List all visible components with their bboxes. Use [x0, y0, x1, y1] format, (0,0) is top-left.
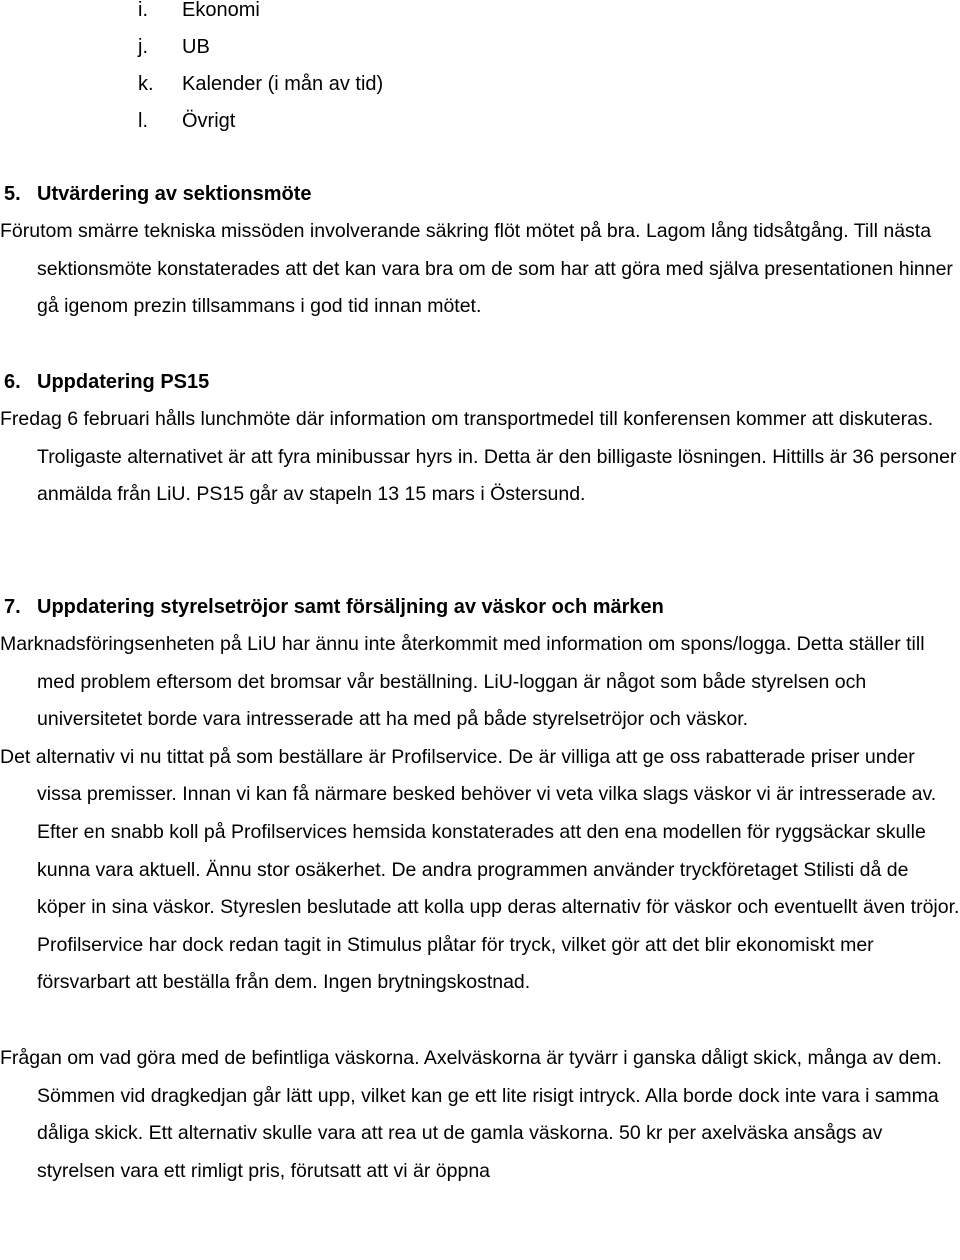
section-number: 7.: [4, 596, 21, 618]
list-marker: i.: [138, 0, 148, 21]
section-title: Uppdatering styrelsetröjor samt försäljning av väskor och märken: [37, 596, 664, 618]
section-6: [0, 364, 960, 514]
list-item-text: UB: [182, 36, 210, 58]
list-marker: l.: [138, 110, 148, 132]
section-title: Uppdatering PS15: [37, 371, 210, 393]
paragraph: Marknadsföringsenheten på LiU har ännu inte återkommit med information om spons/logga. Detta ställer till med problem eftersom det bromsar vår beställning. LiU-loggan är något som både styrelsen och universitetet borde vara intresserade att ha med på både styrelsetröjor och väskor.: [0, 633, 925, 731]
list-marker: j.: [138, 36, 148, 58]
section-number: 5.: [4, 183, 21, 205]
paragraph: Fredag 6 februari hålls lunchmöte där information om transportmedel till konferensen kommer att diskuteras. Troligaste alternativet är att fyra minibussar hyrs in. Detta är den billigaste lösningen. Hittills är 36 personer anmälda från LiU. PS15 går av stapeln 13 15 mars i Östersund.: [0, 408, 957, 506]
paragraph: Förutom smärre tekniska missöden involverande säkring flöt mötet på bra. Lagom lång tidsåtgång. Till nästa sektionsmöte konstaterades att det kan vara bra om de som har att göra med själva presentationen hinner gå igenom prezin tillsammans i god tid innan mötet.: [0, 220, 953, 318]
list-item-text: Ekonomi: [182, 0, 260, 21]
section-title: Utvärdering av sektionsmöte: [37, 183, 312, 205]
section-7: [0, 589, 960, 1190]
paragraph: Frågan om vad göra med de befintliga väskorna. Axelväskorna är tyvärr i ganska dåligt skick, många av dem. Sömmen vid dragkedjan går lätt upp, vilket kan ge ett lite risigt intryck. Alla borde dock inte vara i samma dåliga skick. Ett alternativ skulle vara att rea ut de gamla väskorna. 50 kr per axelväska ansågs av styrelsen vara ett rimligt pris, förutsatt att vi är öppna: [0, 1046, 942, 1182]
paragraph: Det alternativ vi nu tittat på som beställare är Profilservice. De är villiga att ge oss rabatterade priser under vissa premisser. Innan vi kan få närmare besked behöver vi veta vilka slags väskor vi är intresserade av. Efter en snabb koll på Profilservices hemsida konstaterades att den ena modellen för ryggsäckar skulle kunna vara aktuell. Ännu stor osäkerhet. De andra programmen använder tryckföretaget Stilisti då de köper in sina väskor. Styreslen beslutade att kolla upp deras alternativ för väskor och eventuellt även tröjor. Profilservice har dock redan tagit in Stimulus plåtar för tryck, vilket gör att det blir ekonomiskt mer försvarbart att beställa från dem. Ingen brytningskostnad.: [0, 745, 960, 994]
list-item-text: Kalender (i mån av tid): [182, 73, 384, 95]
list-item-text: Övrigt: [182, 110, 236, 132]
section-heading: [0, 176, 960, 213]
section-5: [0, 176, 960, 326]
section-number: 6.: [4, 371, 21, 393]
section-heading: [0, 589, 960, 626]
list-marker: k.: [138, 73, 154, 95]
section-heading: [0, 364, 960, 401]
